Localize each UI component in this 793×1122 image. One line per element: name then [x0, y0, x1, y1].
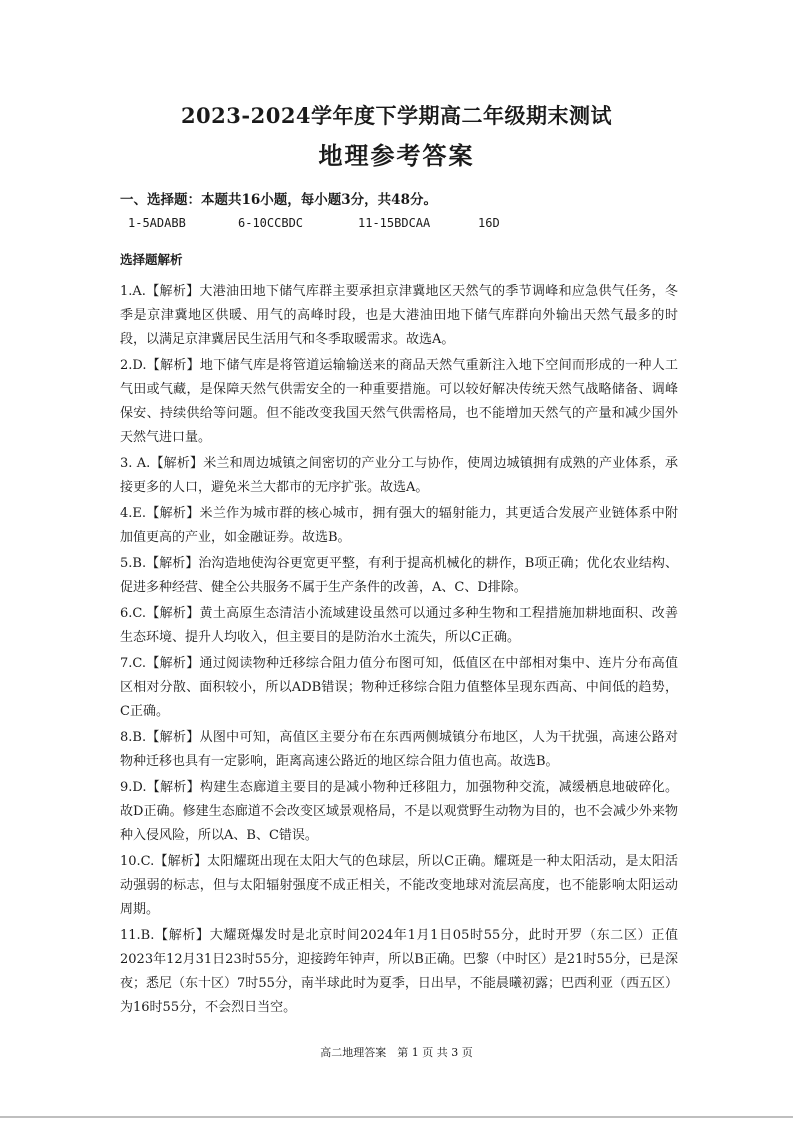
- answer-key-11-15: 11-15BDCAA: [358, 216, 431, 230]
- analysis-item-5: 5.B.【解析】治沟造地使沟谷更宽更平整，有利于提高机械化的耕作，B项正确；优化农业结构、促进多种经营、健全公共服务不属于生产条件的改善，A、C、D排除。: [120, 556, 678, 595]
- analysis-item-7: 7.C.【解析】通过阅读物种迁移综合阻力值分布图可知，低值区在中部相对集中、连片分布高值区相对分散、面积较小，所以ADB错误；物种迁移综合阻力值整体呈现东西高、中间低的趋势，C正确。: [120, 656, 678, 719]
- exam-title: 2023-2024学年度下学期高二年级期末测试: [180, 103, 613, 128]
- bottom-divider: [0, 1116, 793, 1118]
- analysis-item-4: 4.E.【解析】米兰作为城市群的核心城市，拥有强大的辐射能力，其更适合发展产业链体系中附加值更高的产业，如金融证券。故选B。: [120, 506, 678, 545]
- analysis-item-9: 9.D.【解析】构建生态廊道主要目的是减小物种迁移阻力，加强物种交流，减缓栖息地破碎化。故D正确。修建生态廊道不会改变区域景观格局，不是以观赏野生动物为目的，也不会减少外来物种入侵风险，所以A、B、C错误。: [120, 780, 678, 843]
- analysis-item-8: 8.B.【解析】从图中可知，高值区主要分布在东西两侧城镇分布地区，人为干扰强，高速公路对物种迁移也具有一定影响，距离高速公路近的地区综合阻力值也高。故选B。: [120, 730, 678, 769]
- analysis-item-1: 1.A.【解析】大港油田地下储气库群主要承担京津冀地区天然气的季节调峰和应急供气任务，冬季是京津冀地区供暖、用气的高峰时段，也是大港油田地下储气库群向外输出天然气最多的时段，以满足京津冀居民生活用气和冬季取暖需求。故选A。: [120, 284, 678, 347]
- analysis-list: [120, 280, 678, 1022]
- answer-key-6-10: 6-10CCBDC: [238, 216, 304, 230]
- analysis-item-3: 3. A.【解析】米兰和周边城镇之间密切的产业分工与协作，使周边城镇拥有成熟的产业体系，承接更多的人口，避免米兰大都市的无序扩张。故选A。: [120, 456, 678, 495]
- answer-key-1-5: 1-5ADABB: [128, 216, 186, 230]
- page-title: 地理参考答案: [318, 141, 475, 170]
- analysis-item-6: 6.C.【解析】黄土高原生态清洁小流域建设虽然可以通过多种生物和工程措施加耕地面积、改善生态环境、提升人均收入，但主要目的是防治水土流失，所以C正确。: [120, 606, 678, 645]
- answer-key-16: 16D: [478, 216, 500, 230]
- page-footer: 高二地理答案 第 1 页 共 3 页: [320, 1046, 473, 1059]
- analysis-item-10: 10.C.【解析】太阳耀斑出现在太阳大气的色球层，所以C正确。耀斑是一种太阳活动，是太阳活动强弱的标志，但与太阳辐射强度不成正相关，不能改变地球对流层高度，也不能影响太阳运动周期。: [120, 854, 678, 917]
- analysis-item-2: 2.D.【解析】地下储气库是将管道运输输送来的商品天然气重新注入地下空间而形成的一种人工气田或气藏，是保障天然气供需安全的一种重要措施。可以较好解决传统天然气战略储备、调峰保安、持续供给等问题。但不能改变我国天然气供需格局，也不能增加天然气的产量和减少国外天然气进口量。: [120, 358, 678, 445]
- analysis-heading: 选择题解析: [120, 252, 183, 267]
- analysis-item-11: 11.B.【解析】大耀斑爆发时是北京时间2024年1月1日05时55分，此时开罗（东二区）正值2023年12月31日23时55分，迎接跨年钟声，所以B正确。巴黎（中时区）是21时55分，已是深夜；悉尼（东十区）7时55分，南半球此时为夏季，日出早，不能晨曦初露；巴西利亚（西五区）为16时55分，不会烈日当空。: [120, 928, 678, 1015]
- section-heading: 一、选择题：本题共16小题，每小题3分，共48分。: [120, 192, 437, 208]
